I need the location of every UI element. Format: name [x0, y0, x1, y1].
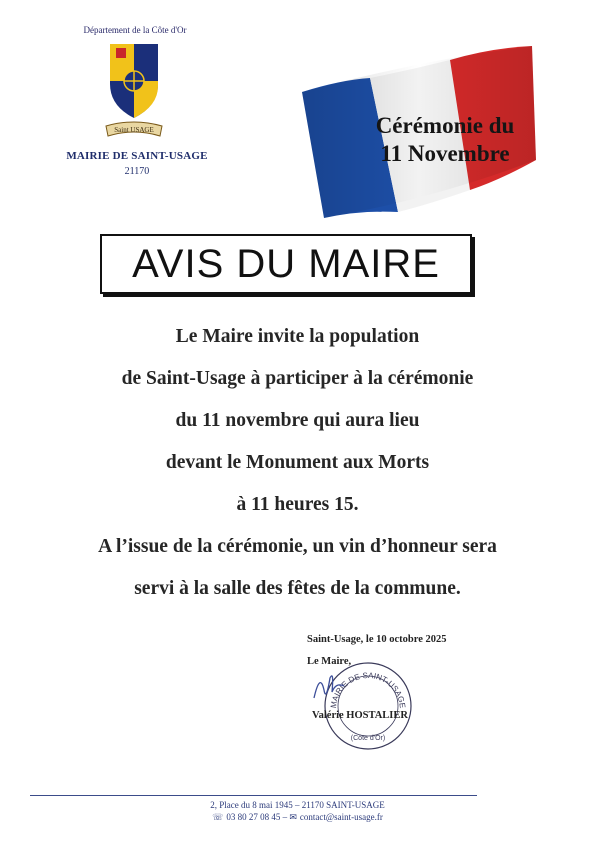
coat-of-arms-logo [104, 40, 164, 140]
mairie-name: MAIRIE DE SAINT-USAGE [66, 150, 208, 162]
postal-code: 21170 [124, 166, 150, 177]
notice-title: AVIS DU MAIRE [132, 241, 440, 286]
notice-line: A l’issue de la cérémonie, un vin d’honneur sera [98, 536, 497, 557]
signer-name: Valérie HOSTALIER [312, 710, 408, 721]
notice-line: à 11 heures 15. [236, 494, 359, 515]
crest-motto: Saint USAGE [114, 126, 154, 134]
notice-line: servi à la salle des fêtes de la commune. [134, 578, 461, 599]
footer-contact: ☏ 03 80 27 08 45 – ✉ contact@saint-usage.fr [212, 812, 383, 822]
footer-divider [30, 795, 477, 796]
flag-title [330, 112, 560, 168]
stamp-top-text: MAIRIE DE SAINT-USAGE [328, 670, 408, 709]
footer-email[interactable]: contact@saint-usage.fr [299, 812, 383, 822]
signer-role: Le Maire, [307, 656, 352, 667]
footer-phone: 03 80 27 08 45 [226, 812, 281, 822]
notice-line: devant le Monument aux Morts [165, 452, 430, 473]
place-date: Saint-Usage, le 10 octobre 2025 [307, 634, 447, 645]
notice-line: du 11 novembre qui aura lieu [175, 410, 420, 431]
notice-line: Le Maire invite la population [175, 326, 420, 347]
handwritten-signature [310, 668, 350, 708]
department-label: Département de la Côte d'Or [83, 25, 187, 35]
flag-title-line2: 11 Novembre [380, 141, 510, 166]
footer-address: 2, Place du 8 mai 1945 – 21170 SAINT-USAGE [210, 800, 385, 810]
flag-title-line1: Cérémonie du [375, 113, 515, 138]
phone-icon: ☏ [212, 812, 224, 822]
notice-line: de Saint-Usage à participer à la cérémonie [121, 368, 474, 389]
email-icon: ✉ [289, 812, 297, 822]
stamp-bottom-text: (Côte d'Or) [350, 735, 386, 742]
notice-title-box [100, 234, 472, 294]
notice-body [0, 325, 595, 619]
